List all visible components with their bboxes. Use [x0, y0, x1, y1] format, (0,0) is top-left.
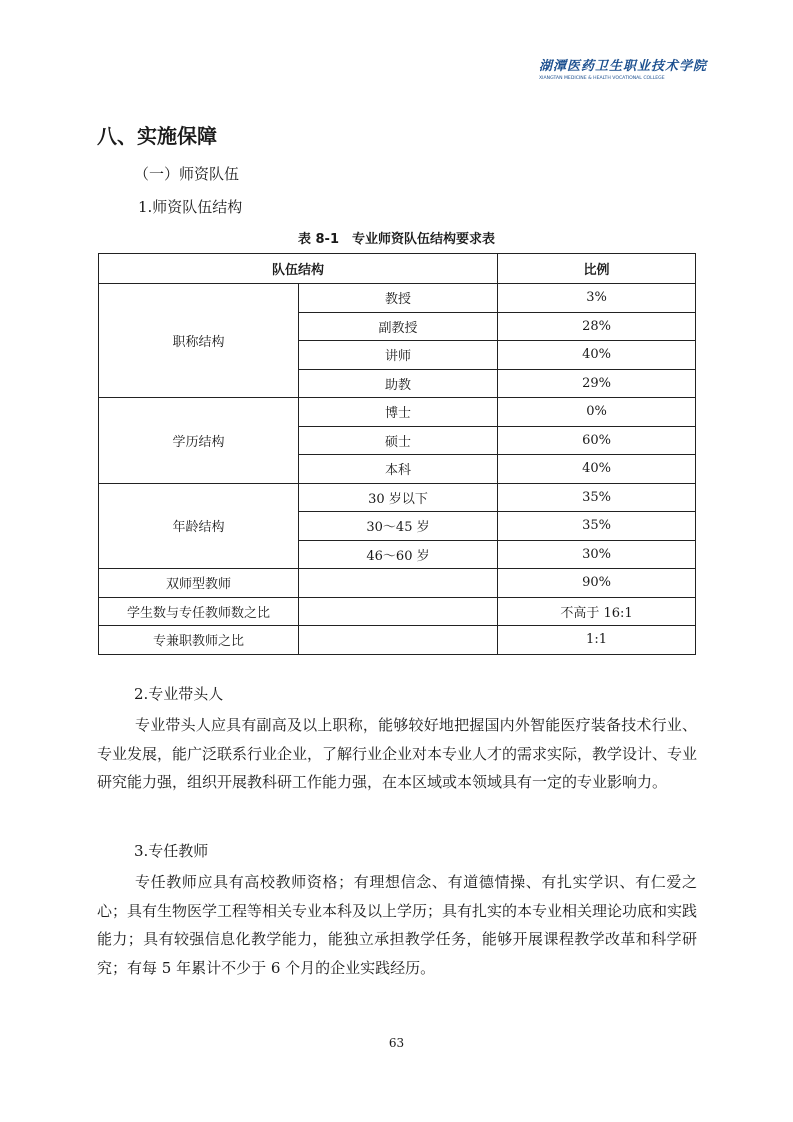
table-row [99, 483, 696, 512]
leader-paragraph [97, 711, 697, 797]
item-cell: 博士 [299, 398, 498, 427]
category-cell: 双师型教师 [99, 569, 299, 598]
ratio-cell: 40% [498, 341, 696, 370]
item-cell [299, 569, 498, 598]
item-cell: 硕士 [299, 426, 498, 455]
ratio-cell: 60% [498, 426, 696, 455]
logo-chinese-name: 湖潭医药卫生职业技术学院 [539, 59, 708, 74]
leader-body: 专业带头人应具有副高及以上职称，能够较好地把握国内外智能医疗装备技术行业、专业发展，能广泛联系行业企业，了解行业企业对本专业人才的需求实际，教学设计、专业研究能力强，组织开展教科研工作能力强，在本区域或本领域具有一定的专业影响力。 [97, 716, 698, 791]
table-row [99, 597, 696, 626]
table-caption: 表 8-1 专业师资队伍结构要求表 [297, 232, 495, 247]
category-cell: 学历结构 [99, 398, 299, 484]
ratio-cell: 40% [498, 455, 696, 484]
ratio-cell: 1:1 [498, 626, 696, 655]
ratio-cell: 3% [498, 284, 696, 313]
faculty-structure-table [98, 253, 696, 655]
subsection-title: （一）师资队伍 [134, 165, 240, 183]
ratio-cell: 不高于 16:1 [498, 597, 696, 626]
item-cell: 讲师 [299, 341, 498, 370]
item-cell: 副教授 [299, 312, 498, 341]
item-cell: 30～45 岁 [299, 512, 498, 541]
table-row [99, 284, 696, 313]
fulltime-heading: 3.专任教师 [134, 842, 209, 860]
leader-heading: 2.专业带头人 [134, 685, 224, 703]
item-cell [299, 597, 498, 626]
table-row [99, 398, 696, 427]
header-structure: 队伍结构 [99, 254, 498, 284]
item-cell: 本科 [299, 455, 498, 484]
item-cell: 46～60 岁 [299, 540, 498, 569]
ratio-cell: 90% [498, 569, 696, 598]
subsubsection-title: 1.师资队伍结构 [138, 198, 243, 216]
item-cell [299, 626, 498, 655]
ratio-cell: 28% [498, 312, 696, 341]
header-ratio: 比例 [498, 254, 696, 284]
section-title: 八、实施保障 [97, 124, 217, 148]
category-cell: 职称结构 [99, 284, 299, 398]
page-number: 63 [388, 1036, 405, 1050]
table-row [99, 569, 696, 598]
category-cell: 年龄结构 [99, 483, 299, 569]
item-cell: 30 岁以下 [299, 483, 498, 512]
ratio-cell: 29% [498, 369, 696, 398]
ratio-cell: 0% [498, 398, 696, 427]
item-cell: 助教 [299, 369, 498, 398]
category-cell: 专兼职教师之比 [99, 626, 299, 655]
ratio-cell: 30% [498, 540, 696, 569]
ratio-cell: 35% [498, 483, 696, 512]
ratio-cell: 35% [498, 512, 696, 541]
item-cell: 教授 [299, 284, 498, 313]
college-logo [533, 48, 708, 88]
logo-english-name: XIANGTAN MEDICINE & HEALTH VOCATIONAL COLLEGE [539, 76, 665, 81]
category-cell: 学生数与专任教师数之比 [99, 597, 299, 626]
fulltime-body: 专任教师应具有高校教师资格；有理想信念、有道德情操、有扎实学识、有仁爱之心；具有生物医学工程等相关专业本科及以上学历；具有扎实的本专业相关理论功底和实践能力；具有较强信息化教学能力，能独立承担教学任务，能够开展课程教学改革和科学研究；有每 5 年累计不少于 6 个月的企业实践经历。 [97, 873, 698, 977]
fulltime-paragraph [97, 868, 697, 982]
table-header-row [99, 254, 696, 284]
table-row [99, 626, 696, 655]
